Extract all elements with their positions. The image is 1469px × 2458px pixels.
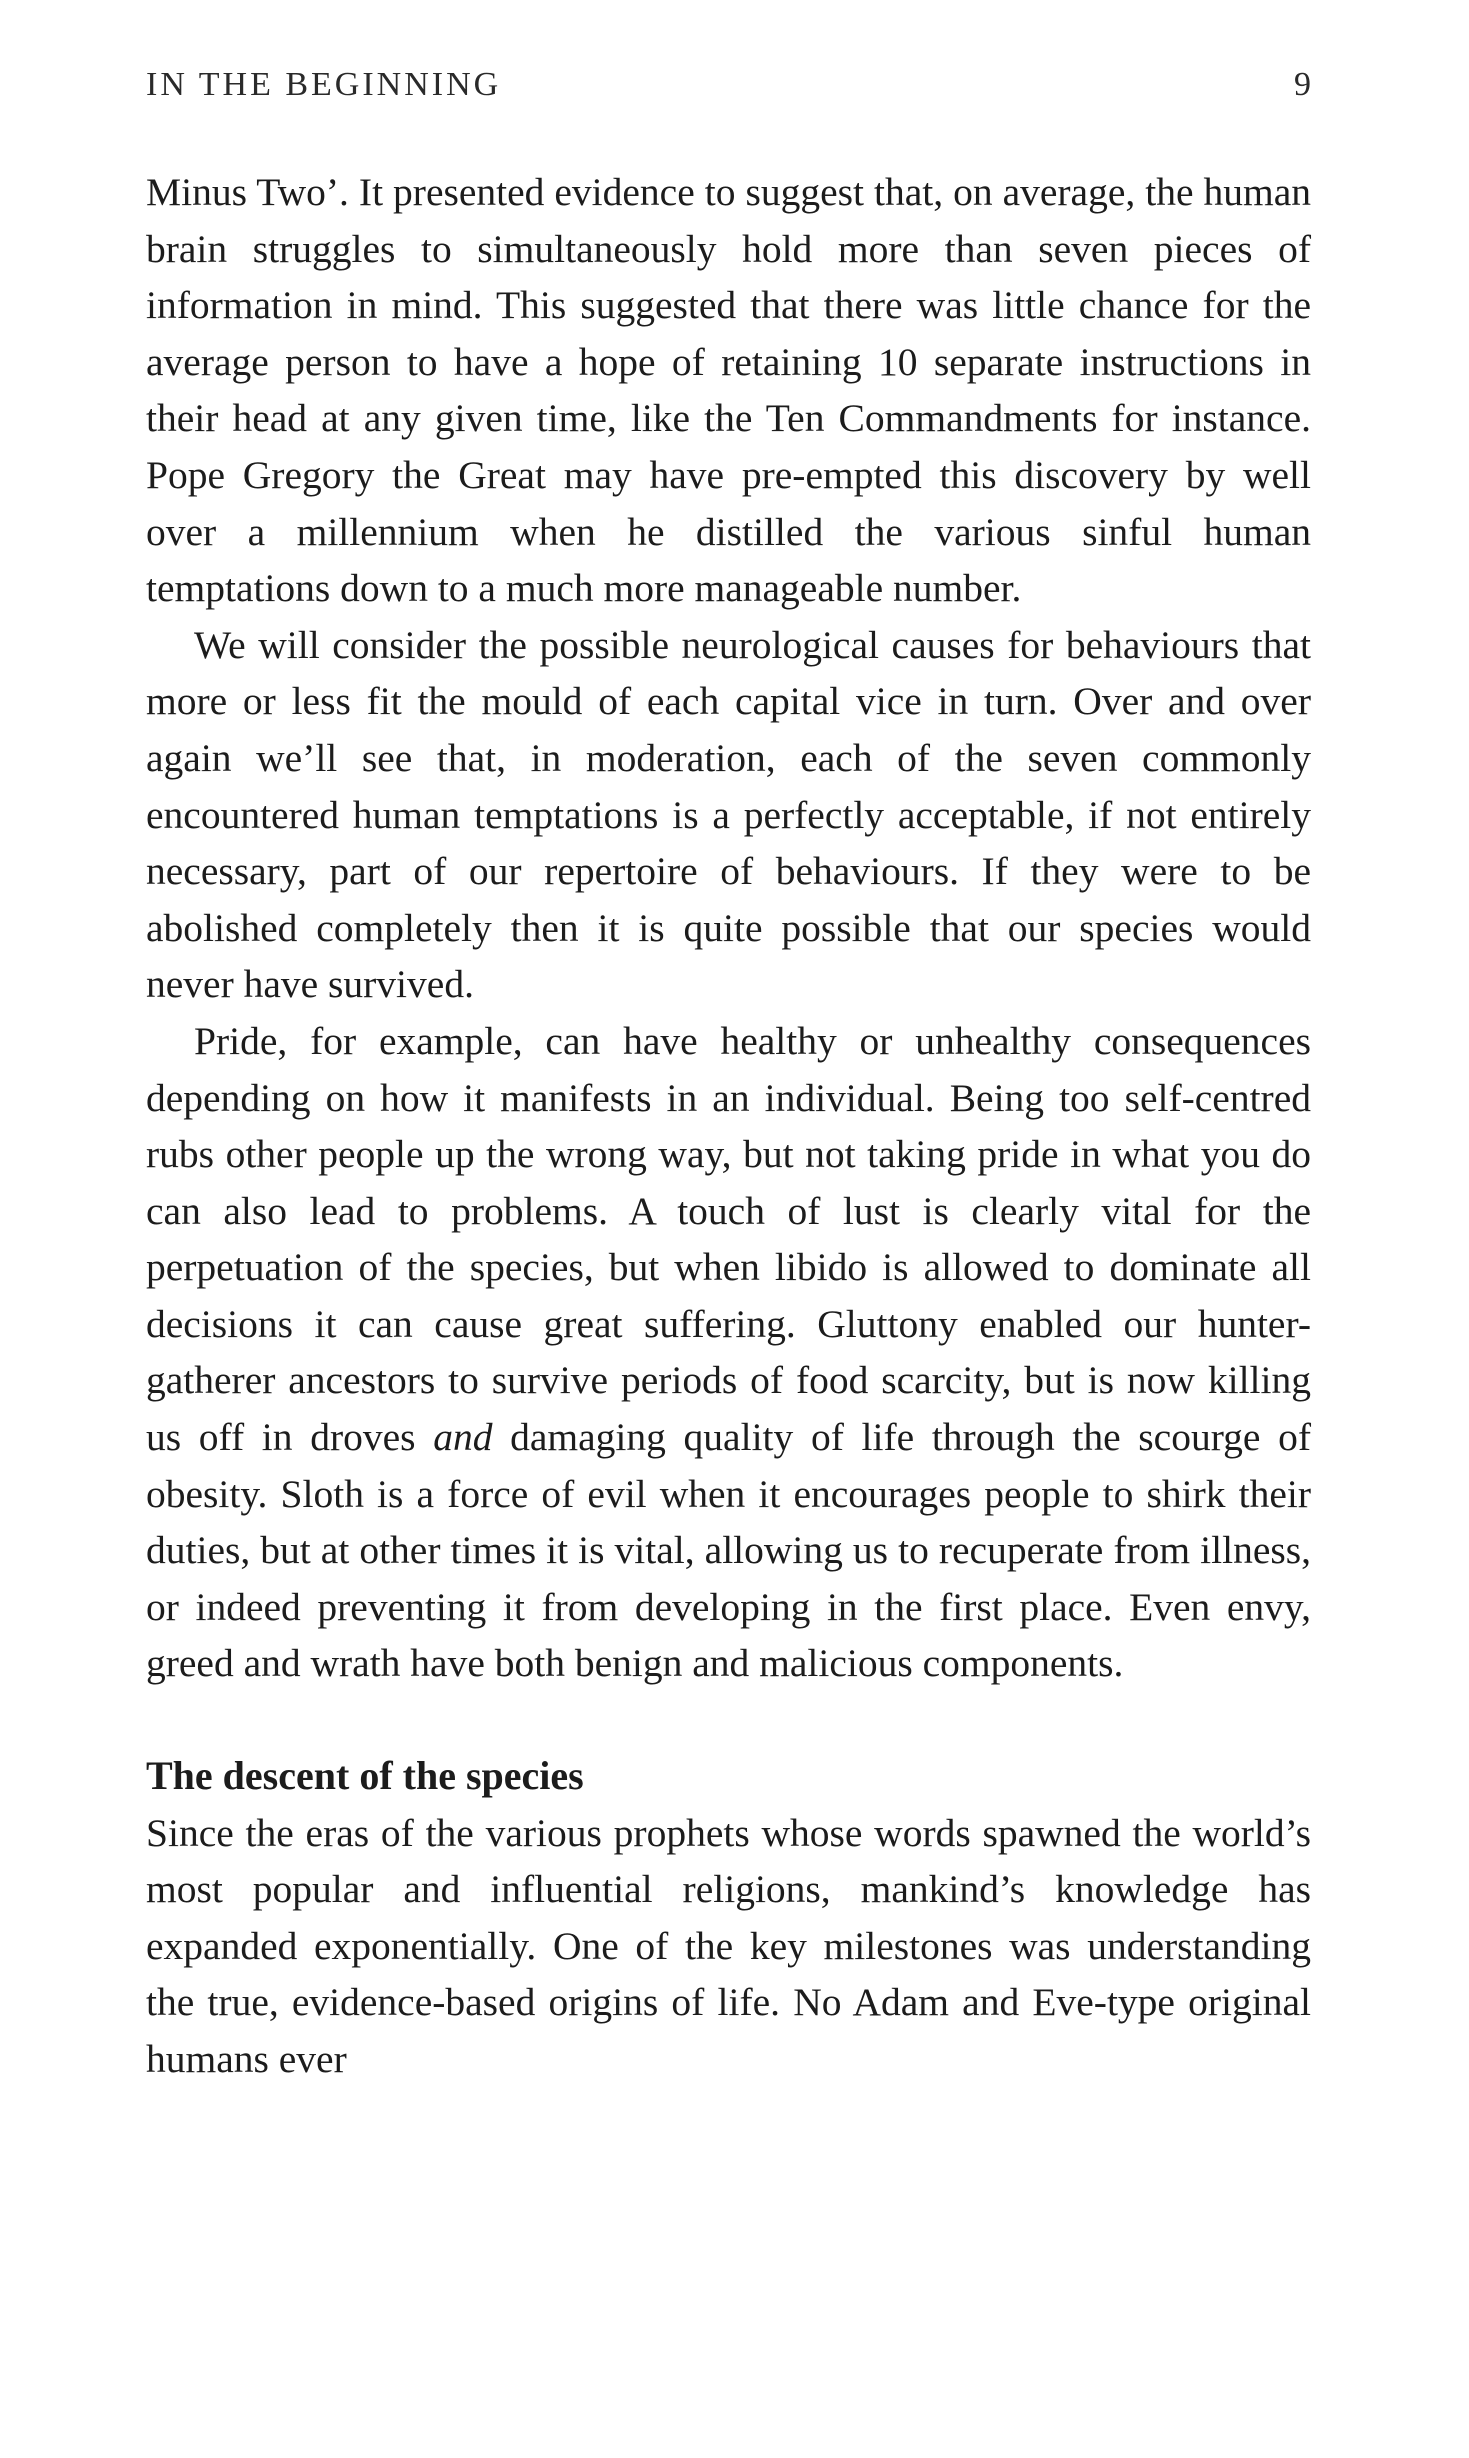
section-heading: The descent of the species xyxy=(146,1753,584,1799)
paragraph-pride-text-2: damaging quality of life through the scourge of obesity. Sloth is a force of evil when it encourages people to shirk their duties, but at other times it is vital, allowing us to recuperate from illness, or indeed preventing it from developing in the first place. Even envy, greed and wrath have both benign and malicious components. xyxy=(146,1415,1312,1686)
paragraph-pride-example xyxy=(146,1013,1311,1692)
paragraph-pride-text-1: Pride, for example, can have healthy or unhealthy consequences depending on how it manifests in an individual. Being too self-centred rubs other people up the wrong way, but not taking pride in what you do can also lead to problems. A touch of lust is clearly vital for the perpetuation of the species, but when libido is allowed to dominate all decisions it can cause great suffering. Gluttony enabled our hunter-gatherer ancestors to survive periods of food scarcity, but is now killing us off in droves xyxy=(146,1018,1311,1460)
paragraph-pride-italic: and xyxy=(433,1415,493,1460)
running-head xyxy=(146,66,1311,114)
section-paragraph: Since the eras of the various prophets whose words spawned the world’s most popular and influential religions, mankind’s knowledge has expanded exponentially. One of the key milestones was understanding the true, evidence-based origins of life. No Adam and Eve-type original humans ever xyxy=(146,1810,1311,2081)
running-head-title: IN THE BEGINNING xyxy=(146,66,502,103)
body-text xyxy=(146,164,1311,2088)
paragraph-continued: Minus Two’. It presented evidence to suggest that, on average, the human brain struggles to simultaneously hold more than seven pieces of information in mind. This suggested that there was little chance for the average person to have a hope of retaining 10 separate instructions in their head at any given time, like the Ten Commandments for instance. Pope Gregory the Great may have pre-empted this discovery by well over a millennium when he distilled the various sinful human temptations down to a much more manageable number. xyxy=(146,170,1311,611)
paragraph-capital-vices: We will consider the possible neurological causes for behaviours that more or less fit the mould of each capital vice in turn. Over and over again we’ll see that, in moderation, each of the seven commonly encountered human temptations is a perfectly acceptable, if not entirely necessary, part of our repertoire of behaviours. If they were to be abolished completely then it is quite possible that our species would never have survived. xyxy=(146,622,1311,1007)
page-number: 9 xyxy=(1294,66,1311,103)
